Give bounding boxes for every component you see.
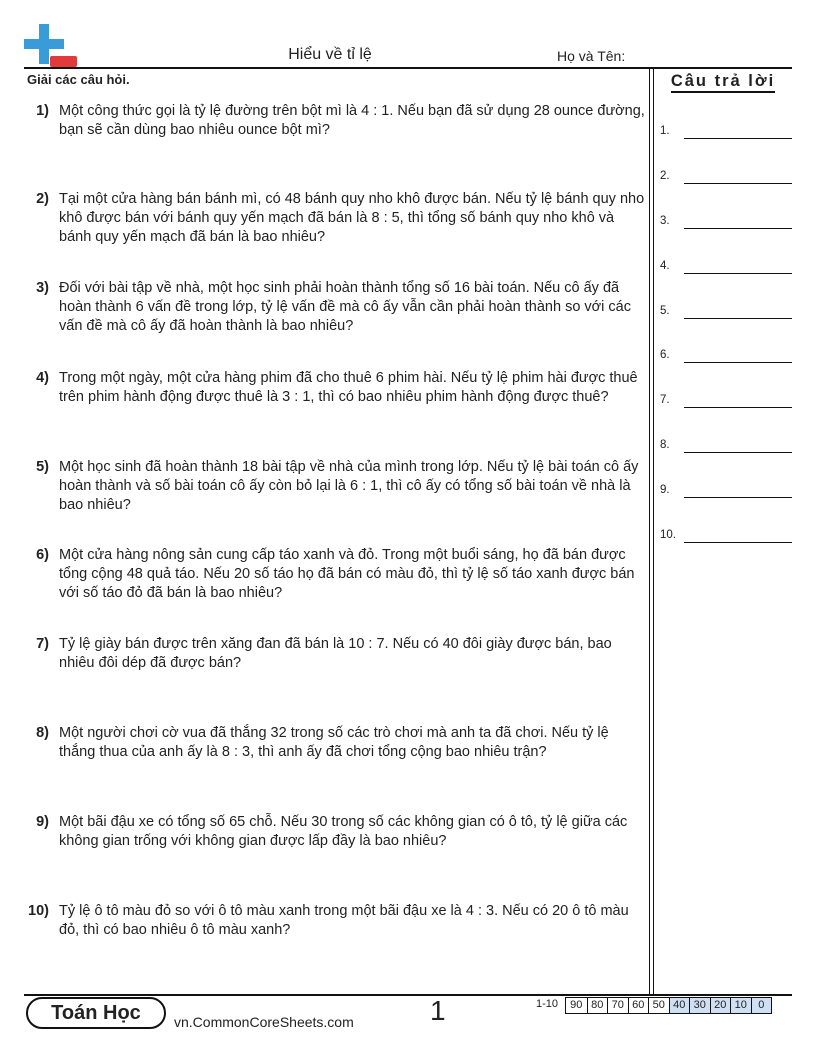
brand-badge	[26, 997, 166, 1029]
answer-row-8[interactable]	[660, 437, 792, 453]
answer-row-2[interactable]	[660, 168, 792, 184]
score-cell: 60	[628, 998, 649, 1013]
answer-blank[interactable]	[684, 318, 792, 319]
logo-plus-minus-icon	[24, 24, 80, 70]
answer-number: 9.	[660, 484, 670, 496]
answer-row-10[interactable]	[660, 527, 792, 543]
score-cell: 10	[730, 998, 751, 1013]
answer-blank[interactable]	[684, 138, 792, 139]
question-number: 4)	[36, 370, 49, 386]
score-cell: 40	[669, 998, 690, 1013]
answers-header-label: Câu trả lời	[671, 72, 775, 93]
question-text: Tỷ lệ ô tô màu đỏ so với ô tô màu xanh trong một bãi đậu xe là 4 : 3. Nếu có 20 ô tô màu đỏ, thì có bao nhiêu ô tô màu xanh?	[59, 903, 629, 938]
question-text: Một cửa hàng nông sản cung cấp táo xanh và đỏ. Trong một buổi sáng, họ đã bán được tổng cộng 48 quả táo. Nếu 20 số táo họ đã bán có màu đỏ, thì tỷ lệ số táo xanh được bán với số táo đỏ đã bán là bao nhiêu?	[59, 547, 635, 601]
question-text: Một công thức gọi là tỷ lệ đường trên bột mì là 4 : 1. Nếu bạn đã sử dụng 28 ounce đường, bạn sẽ cần dùng bao nhiêu ounce bột mì?	[59, 103, 645, 138]
answer-number: 2.	[660, 170, 670, 182]
score-cell: 50	[648, 998, 669, 1013]
page-number: 1	[430, 995, 446, 1026]
question-text: Tại một cửa hàng bán bánh mì, có 48 bánh quy nho khô được bán. Nếu tỷ lệ bánh quy nho khô được bán với bánh quy yến mạch đã bán là 8 : 5, thì tổng số bánh quy nho khô và bánh quy yến mạch đã bán là bao nhiêu?	[59, 191, 645, 245]
score-cell: 80	[587, 998, 608, 1013]
answer-blank[interactable]	[684, 183, 792, 184]
question-number: 5)	[36, 459, 49, 475]
answer-blank[interactable]	[684, 228, 792, 229]
site-url: vn.CommonCoreSheets.com	[174, 1014, 354, 1030]
question-number: 8)	[36, 725, 49, 741]
answer-number: 4.	[660, 260, 670, 272]
column-divider-right	[653, 68, 654, 994]
footer-divider	[24, 994, 792, 996]
brand-label: Toán Học	[51, 1002, 141, 1024]
answer-number: 6.	[660, 349, 670, 361]
answer-row-7[interactable]	[660, 392, 792, 408]
answer-number: 8.	[660, 439, 670, 451]
question-text: Tỷ lệ giày bán được trên xăng đan đã bán là 10 : 7. Nếu có 40 đôi giày được bán, bao nhiêu đôi dép đã được bán?	[59, 636, 612, 671]
score-cell: 20	[710, 998, 731, 1013]
question-number: 3)	[36, 280, 49, 296]
question-text: Một bãi đậu xe có tổng số 65 chỗ. Nếu 30 trong số các không gian có ô tô, tỷ lệ giữa các không gian trống với không gian được lấp đầy là bao nhiêu?	[59, 814, 628, 849]
answer-number: 7.	[660, 394, 670, 406]
instructions: Giải các câu hỏi.	[27, 72, 130, 87]
score-table	[565, 997, 772, 1014]
question-number: 2)	[36, 191, 49, 207]
answer-blank[interactable]	[684, 497, 792, 498]
question-number: 10)	[28, 903, 49, 919]
page-title: Hiểu về tỉ lệ	[288, 46, 372, 63]
answer-row-9[interactable]	[660, 482, 792, 498]
answer-number: 3.	[660, 215, 670, 227]
question-text: Một người chơi cờ vua đã thắng 32 trong số các trò chơi mà anh ta đã chơi. Nếu tỷ lệ thắng thua của anh ấy là 8 : 3, thì anh ấy đã chơi tổng cộng bao nhiêu trận?	[59, 725, 609, 760]
question-number: 9)	[36, 814, 49, 830]
answer-number: 5.	[660, 305, 670, 317]
answer-row-6[interactable]	[660, 347, 792, 363]
answer-row-5[interactable]	[660, 303, 792, 319]
question-number: 6)	[36, 547, 49, 563]
answer-blank[interactable]	[684, 273, 792, 274]
answer-row-4[interactable]	[660, 258, 792, 274]
question-number: 7)	[36, 636, 49, 652]
question-text: Một học sinh đã hoàn thành 18 bài tập về nhà của mình trong lớp. Nếu tỷ lệ bài toán cô ấy hoàn thành và số bài toán cô ấy còn bỏ lại là 6 : 1, thì cô ấy có tổng số bài toán về nhà là bao nhiêu?	[59, 459, 639, 513]
answers-header	[656, 72, 790, 91]
answer-row-3[interactable]	[660, 213, 792, 229]
question-text: Trong một ngày, một cửa hàng phim đã cho thuê 6 phim hài. Nếu tỷ lệ phim hài được thuê trên phim hành động được thuê là 3 : 1, thì có bao nhiêu phim hành động được thuê?	[59, 370, 638, 405]
header-divider	[24, 67, 792, 69]
answer-blank[interactable]	[684, 542, 792, 543]
answer-blank[interactable]	[684, 362, 792, 363]
answer-row-1[interactable]	[660, 123, 792, 139]
score-cell: 90	[570, 999, 583, 1011]
score-cell: 0	[751, 998, 772, 1013]
score-range-label: 1-10	[536, 998, 559, 1010]
answer-number: 1.	[660, 125, 670, 137]
answer-blank[interactable]	[684, 407, 792, 408]
score-cell: 70	[607, 998, 628, 1013]
answer-blank[interactable]	[684, 452, 792, 453]
question-number: 1)	[36, 103, 49, 119]
name-label: Họ và Tên:	[557, 48, 626, 64]
column-divider-left	[649, 68, 650, 994]
score-cell: 30	[689, 998, 710, 1013]
question-text: Đối với bài tập về nhà, một học sinh phải hoàn thành tổng số 16 bài toán. Nếu cô ấy đã hoàn thành 6 vấn đề trong lớp, tỷ lệ vấn đề mà cô ấy vẫn cần phải hoàn thành so với các vấn đề mà cô ấy đã hoàn thành là bao nhiêu?	[59, 280, 631, 334]
answer-number: 10.	[660, 529, 676, 541]
